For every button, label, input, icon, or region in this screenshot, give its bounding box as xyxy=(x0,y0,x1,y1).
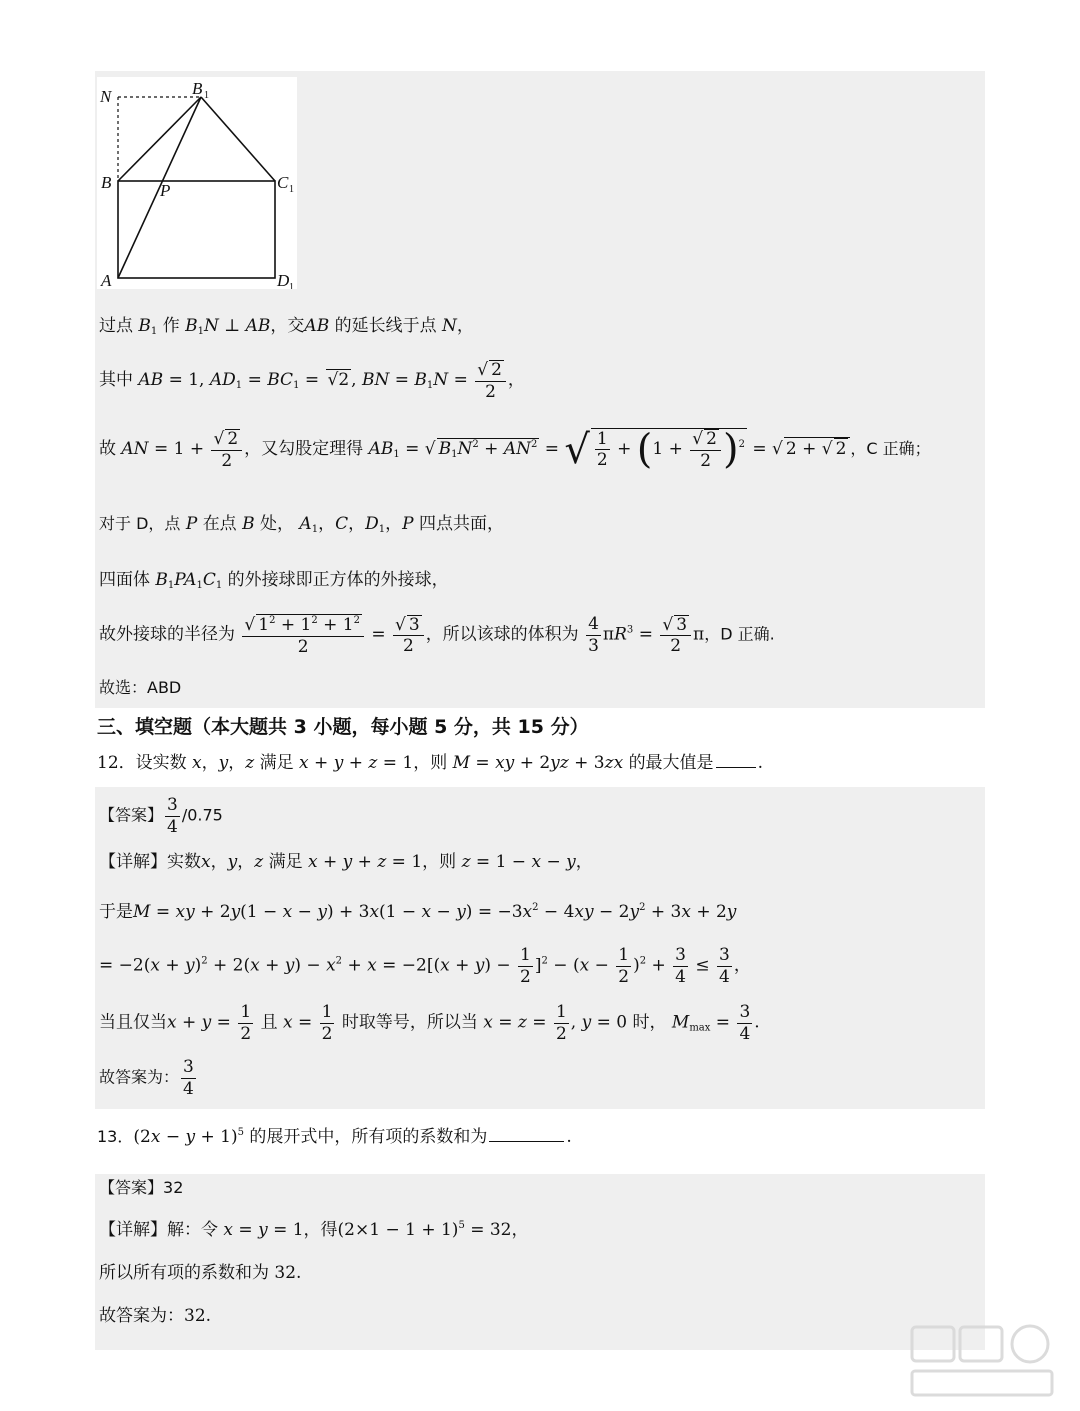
section-heading: 三、填空题（本大题共 3 小题，每小题 5 分，共 15 分） xyxy=(97,716,589,738)
sol11-answer: 故选：ABD xyxy=(99,678,182,697)
label-d1-sub: 1 xyxy=(289,282,294,289)
segment-b1-c1 xyxy=(201,97,275,181)
sol11-line1: 过点 $B_1$ 作 $B_1N$ ⊥ AB，交AB 的延长线于点 N， xyxy=(99,316,474,337)
sol11-line3: 故 AN = 1 + √ $\frac{2}{2}$ ，又勾股定理得 $AB_1$ = √ $B_1N^2 + AN^2$ = √ $\frac{1}{2}$ + (1 + √ $\frac{2}{2}$ )$^2$ = √ 2 + √ 2 ，C 正确； xyxy=(99,428,931,470)
watermark-logo xyxy=(902,1321,1062,1401)
sol11-line6: 故外接球的半径为 √ $\frac{1^2 + 1^2 + 1^2}{2}$ = √ $\frac{3}{2}$ ，所以该球的体积为 $\frac{4}{3}$ $\pi R^3$ = √ $\frac{3}{2}$ π，D 正确. xyxy=(99,614,775,656)
segment-b-b1 xyxy=(118,97,201,181)
rectangle-abc1d1 xyxy=(118,181,275,278)
q12-detail-line1: 【详解】实数x，y，z 满足 x + y + z = 1，则 z = 1 − x − y， xyxy=(99,852,593,872)
sol11-line5: 四面体 $B_1PA_1C_1$ 的外接球即正方体的外接球， xyxy=(99,570,449,591)
sol11-line4: 对于 D，点 P 在点 B 处， $A_1$，C，$D_1$，P 四点共面， xyxy=(99,514,504,535)
q12-question: 12．设实数 x，y，z 满足 x + y + z = 1，则 M = xy + 2yz + 3zx 的最大值是 . xyxy=(97,753,763,773)
q13-answer: 【答案】32 xyxy=(99,1178,184,1197)
q13-answer-blank xyxy=(489,1141,564,1142)
label-a: A xyxy=(101,271,112,289)
label-c1: C xyxy=(277,173,289,192)
q12-detail-line4: 当且仅当x + y = $\frac{1}{2}$ 且 x = $\frac{1}{2}$ 时取等号，所以当 x = z = $\frac{1}{2}$ , y = 0 时， $M_{max}$ = $\frac{3}{4}$ . xyxy=(99,1002,760,1044)
geometry-figure xyxy=(97,77,297,289)
label-c1-sub: 1 xyxy=(289,184,294,195)
q12-answer: 【答案】 $\frac{3}{4}$ /0.75 xyxy=(99,795,223,837)
label-b1-sub: 1 xyxy=(204,90,209,101)
solution-block-13 xyxy=(95,1174,985,1350)
label-p: P xyxy=(160,181,171,200)
q13-final-answer: 故答案为：32. xyxy=(99,1306,212,1326)
label-n: N xyxy=(100,87,112,106)
q12-final-answer: 故答案为： $\frac{3}{4}$ xyxy=(99,1057,194,1099)
sol11-line2: 其中 AB = 1, $AD_1 = BC_1$ = √ 2 , BN = $B_1N$ = √ $\frac{2}{2}$ ， xyxy=(99,360,525,401)
q12-detail-line2: 于是M = xy + $2y(1 - x - y) + 3x(1 - x - y) = -3x^2 - 4xy - 2y^2 + 3x + 2y$ xyxy=(99,902,737,922)
q13-question: 13．$(2x - y + 1)^5$ 的展开式中，所有项的系数和为 . xyxy=(97,1127,572,1147)
label-d1: D xyxy=(277,271,290,289)
q13-detail-line1: 【详解】解：令 x = y = 1，得$(2\times 1 - 1 + 1)^5 = 32$， xyxy=(99,1220,529,1240)
q13-detail-line2: 所以所有项的系数和为 32. xyxy=(99,1263,302,1283)
geometry-diagram xyxy=(97,77,297,289)
q12-detail-line3: = $-2(x + y)^2 + 2(x + y) - x^2 + x = -2[(x + y)$ − $\frac{1}{2}$ ]$^2$ − (x − $\frac{1}{2}$ )$^2$ + $\frac{3}{4}$ ≤ $\frac{3}{4}$ ， xyxy=(99,945,751,987)
q12-answer-blank xyxy=(716,767,756,768)
label-b1: B xyxy=(192,79,203,98)
label-b: B xyxy=(101,173,112,192)
